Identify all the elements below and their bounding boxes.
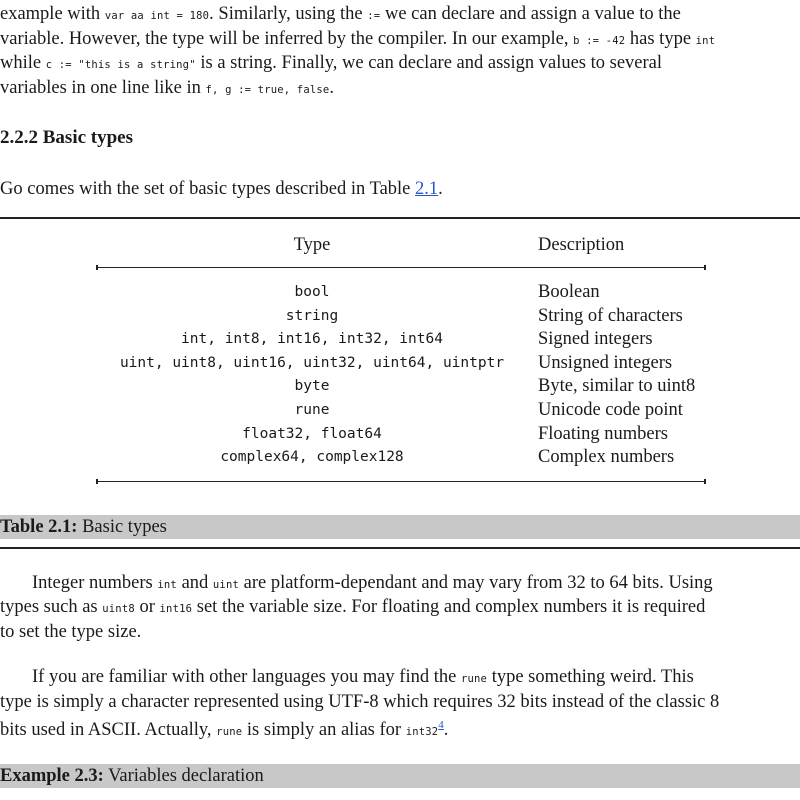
table-cell-description: Signed integers bbox=[538, 329, 653, 350]
table-cell-type: byte bbox=[294, 378, 330, 395]
section-heading: 2.2.2 Basic types bbox=[0, 127, 133, 148]
text: set the variable size. For floating and complex numbers it is required bbox=[192, 597, 706, 617]
text: . Similarly, using the bbox=[209, 4, 368, 24]
para1-line-3 bbox=[0, 620, 800, 644]
text: . bbox=[443, 720, 449, 740]
para2-line-1 bbox=[0, 665, 800, 691]
table-cell-description: Byte, similar to uint8 bbox=[538, 376, 696, 397]
table-caption-label: Table 2.1: bbox=[0, 517, 78, 537]
table-cell-type: uint, uint8, uint16, uint32, uint64, uintptr bbox=[119, 354, 505, 371]
rule-cap-left bbox=[96, 479, 98, 484]
table-cell-type: string bbox=[285, 307, 339, 324]
inline-code: var aa int = 180 bbox=[104, 10, 210, 22]
text: is simply an alias for bbox=[242, 720, 406, 740]
inline-code: int32 bbox=[405, 726, 439, 738]
table-cell-type: complex64, complex128 bbox=[220, 449, 404, 466]
para1-line-2 bbox=[0, 595, 800, 621]
rule-cap-right bbox=[704, 265, 706, 270]
text: bits used in ASCII. Actually, bbox=[0, 720, 217, 740]
text: example with bbox=[0, 4, 105, 24]
example-caption-label: Example 2.3: bbox=[0, 766, 104, 786]
text: types such as bbox=[0, 597, 103, 617]
table-float-bottom-rule bbox=[0, 547, 800, 549]
intro-line-3 bbox=[0, 51, 800, 77]
inline-code: uint8 bbox=[102, 603, 135, 615]
table-cell-description: Floating numbers bbox=[538, 423, 669, 444]
inline-code: int16 bbox=[159, 603, 193, 615]
text: are platform-dependant and may vary from 32 to 64 bits. Using bbox=[239, 573, 713, 593]
text: while bbox=[0, 53, 46, 73]
example-caption bbox=[0, 764, 800, 788]
example-caption-text: Variables declaration bbox=[103, 766, 264, 786]
text: to set the type size. bbox=[0, 622, 142, 642]
inline-code: b := -42 bbox=[573, 35, 626, 47]
text: or bbox=[134, 597, 160, 617]
table-header-description: Description bbox=[538, 235, 625, 255]
table-intro bbox=[0, 177, 800, 201]
table-cell-type: rune bbox=[294, 402, 330, 418]
para2-line-2 bbox=[0, 690, 800, 714]
table-caption-text: Basic types bbox=[77, 517, 167, 537]
text: Go comes with the set of basic types described in Table bbox=[0, 179, 416, 199]
inline-code: f, g := true, false bbox=[205, 84, 330, 96]
inline-code: int bbox=[157, 579, 177, 591]
intro-line-2 bbox=[0, 27, 800, 53]
text: we can declare and assign a value to the bbox=[380, 4, 681, 24]
inline-code: rune bbox=[460, 673, 488, 685]
text: and bbox=[176, 573, 213, 593]
inline-code: uint bbox=[212, 579, 239, 591]
footnote-link[interactable]: 4 bbox=[438, 718, 444, 731]
text: variable. However, the type will be inferred by the compiler. In our example, bbox=[0, 29, 574, 49]
rule-cap-right bbox=[704, 479, 706, 484]
table-float-top-rule bbox=[0, 217, 800, 219]
table-cell-description: Unicode code point bbox=[538, 400, 683, 420]
table-bottom-rule bbox=[96, 481, 706, 482]
para1-line-1 bbox=[0, 571, 800, 597]
text: Integer numbers bbox=[32, 573, 158, 593]
inline-code: c := "this is a string" bbox=[45, 59, 196, 71]
table-header-type: Type bbox=[293, 235, 331, 255]
table-cell-type: int, int8, int16, int32, int64 bbox=[181, 331, 443, 348]
table-cell-type: float32, float64 bbox=[242, 425, 382, 442]
text: variables in one line like in bbox=[0, 78, 206, 98]
table-cell-description: Unsigned integers bbox=[538, 352, 673, 373]
table-caption bbox=[0, 515, 800, 539]
table-header-rule bbox=[96, 267, 706, 268]
intro-line-1 bbox=[0, 2, 800, 28]
intro-line-4 bbox=[0, 76, 800, 102]
table-cell-type: bool bbox=[294, 284, 330, 300]
table-cell-description: String of characters bbox=[538, 305, 683, 326]
table-reference-link[interactable]: 2.1 bbox=[415, 179, 439, 199]
rule-cap-left bbox=[96, 265, 98, 270]
inline-code: := bbox=[367, 10, 381, 22]
inline-code: rune bbox=[216, 726, 243, 738]
text: If you are familiar with other languages you may find the bbox=[32, 667, 461, 687]
table-cell-description: Boolean bbox=[538, 282, 600, 302]
para2-line-3 bbox=[0, 718, 800, 744]
inline-code: int bbox=[695, 35, 716, 47]
text: . bbox=[329, 78, 335, 98]
text: type is simply a character represented using UTF-8 which requires 32 bits instead of the classic 8 bbox=[0, 692, 720, 712]
text: type something weird. This bbox=[487, 667, 694, 687]
text: has type bbox=[625, 29, 696, 49]
text: . bbox=[438, 179, 443, 199]
table-cell-description: Complex numbers bbox=[538, 447, 675, 468]
text: is a string. Finally, we can declare and assign values to several bbox=[195, 53, 663, 73]
